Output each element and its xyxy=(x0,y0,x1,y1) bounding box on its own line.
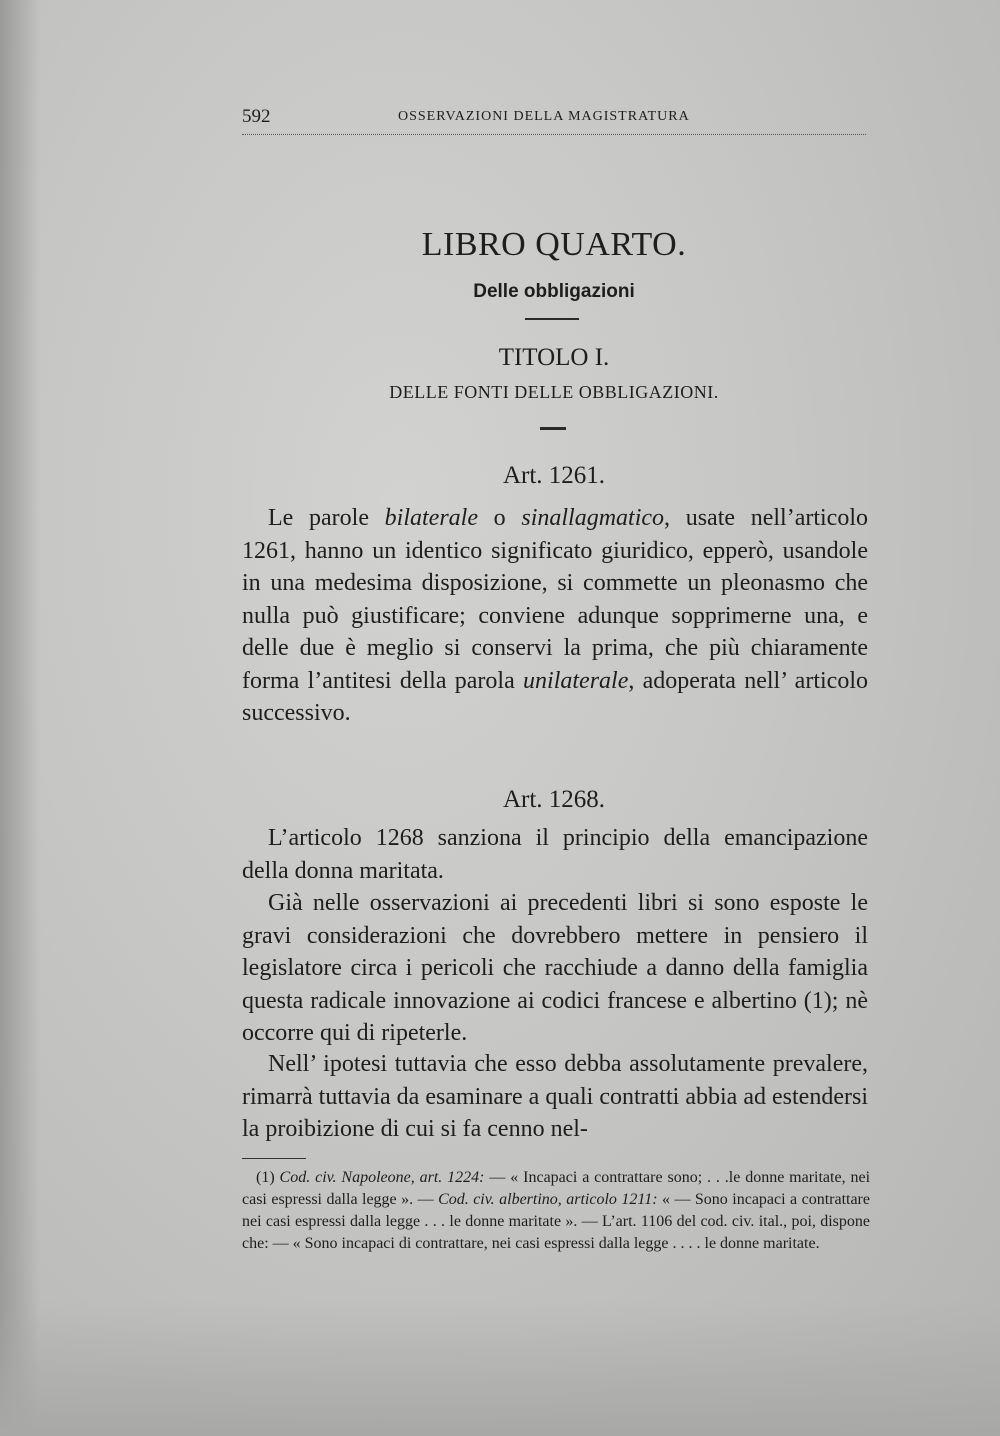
footnote-rule xyxy=(242,1158,306,1159)
book-subtitle: Delle obbligazioni xyxy=(473,281,635,302)
paragraph-text: , adoperata nell’ articolo successivo. xyxy=(242,667,868,726)
italic-term: bilaterale xyxy=(384,505,478,531)
book-title: LIBRO QUARTO. xyxy=(421,226,687,263)
italic-term: unilaterale xyxy=(523,667,629,694)
paragraph-text: o xyxy=(477,505,522,531)
section-divider-dash xyxy=(540,427,566,430)
footnote xyxy=(242,1167,870,1255)
paragraph-text: , usate nell’articolo 1261, hanno un identico significato giuridico, epperò, usandole in una medesima disposizione, si commette un pleonasmo che nulla può giustificare; conviene adunque sopprimerne una, e delle due è meglio si conservi la prima, che più chiaramente forma l’antitesi della parola xyxy=(242,505,868,694)
footnote-text: — « Incapaci a contrattare sono; . . .le donne maritate, nei casi espressi dalla legge ». — xyxy=(242,1169,871,1208)
page-shadow-left xyxy=(0,0,40,1436)
paragraph-text: Le parole xyxy=(268,505,385,531)
article-1268-paragraph-2: Già nelle osservazioni ai precedenti libri si sono esposte le gravi considerazioni che dovrebbero mettere in pensiero il legislatore circa i pericoli che racchiude a danno della famiglia questa radicale innovazione ai codici francese e albertino (1); nè occorre qui di ripeterle. xyxy=(242,890,868,1046)
italic-term: sinallagmatico xyxy=(521,505,665,531)
footnote-text: « — Sono incapaci a contrattare nei casi espressi dalla legge . . . le donne maritate ». — L’art. 1106 del cod. civ. ital., poi, dispone che: — « Sono incapaci di contrattare, nei casi espressi dalla legge . . . . le donne maritate. xyxy=(242,1191,870,1252)
article-heading-1261: Art. 1261. xyxy=(502,462,606,489)
article-1268-paragraph-3: Nell’ ipotesi tuttavia che esso debba assolutamente prevalere, rimarrà tuttavia da esaminare a quali contratti abbia ad estendersi la proibizione di cui si fa cenno nel- xyxy=(242,1051,868,1142)
titolo-number: TITOLO I. xyxy=(498,344,610,371)
footnote-marker: (1) xyxy=(256,1169,280,1186)
page-shadow-bottom xyxy=(0,1300,1000,1436)
footnote-citation: Cod. civ. albertino, articolo 1211: xyxy=(438,1191,658,1208)
article-heading-1268: Art. 1268. xyxy=(502,786,606,813)
section-divider xyxy=(525,318,579,320)
running-head xyxy=(242,106,866,135)
article-1268-paragraph-1: L’articolo 1268 sanziona il principio della emancipazione della donna maritata. xyxy=(242,825,868,884)
footnote-citation: Cod. civ. Napoleone, art. 1224: xyxy=(279,1169,485,1186)
page-number: 592 xyxy=(242,106,271,127)
article-1261-paragraph xyxy=(242,502,868,730)
running-title: OSSERVAZIONI DELLA MAGISTRATURA xyxy=(398,109,690,124)
titolo-heading: DELLE FONTI DELLE OBBLIGAZIONI. xyxy=(389,382,719,402)
